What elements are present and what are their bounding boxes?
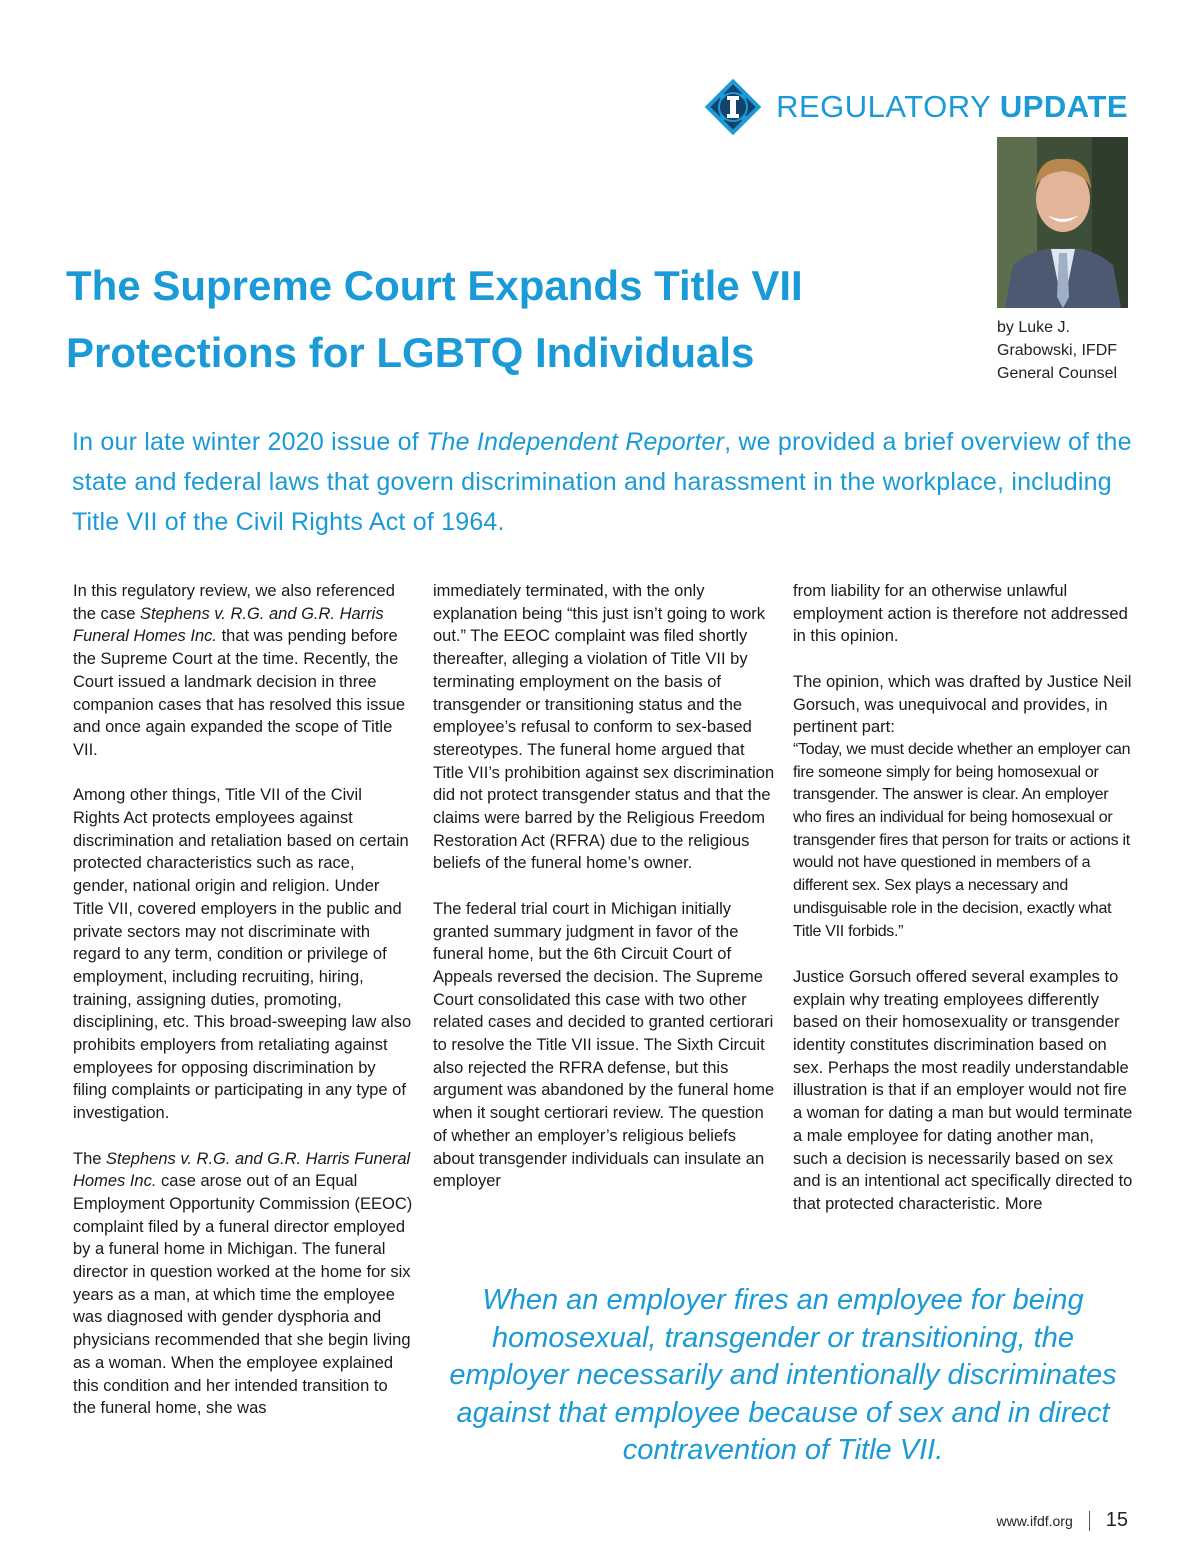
byline-line: Grabowski, IFDF: [997, 342, 1118, 359]
body-paragraph: In this regulatory review, we also referenced the case Stephens v. R.G. and G.R. Harris Funeral Homes Inc. that was pending before the Supreme Court at the time. Recently, the Court issued a landmark decision in three companion cases that has resolved this issue and once again expanded the scope of Title VII.: [73, 582, 406, 759]
body-paragraph: from liability for an otherwise unlawful employment action is therefore not addressed in this opinion.: [793, 582, 1128, 646]
body-paragraph: The Stephens v. R.G. and G.R. Harris Funeral Homes Inc. case arose out of an Equal Employment Opportunity Commission (EEOC) complaint filed by a funeral director employed by a funeral home in Michigan. The funeral director in question worked at the home for six years as a man, at which time the employee was diagnosed with gender dysphoria and physicians recommended that she begin living as a woman. When the employee explained this condition and her intended transition to the funeral home, she was: [73, 1149, 413, 1418]
body-column-2: [433, 580, 775, 1216]
publication-name: The Independent Reporter: [426, 428, 725, 456]
byline-line: General Counsel: [997, 365, 1118, 382]
section-header: [700, 72, 1128, 142]
footer-url: www.ifdf.org: [996, 1512, 1073, 1529]
ifdf-logo-icon: [700, 74, 766, 140]
intro-paragraph: In our late winter 2020 issue of The Independent Reporter, we provided a brief overview of the state and federal laws that govern discrimination and harassment in the workplace, including Title VII of the Civil Rights Act of 1964.: [72, 428, 1132, 536]
body-paragraph: Justice Gorsuch offered several examples to explain why treating employees differently based on their homosexuality or transgender identity constitutes discrimination based on sex. Perhaps the most readily understandable illustration is that if an employer would not fire a woman for dating a man but would terminate a male employee for dating another man, such a decision is necessarily based on sex and is an intentional act specifically directed to that protected characteristic. More: [793, 967, 1133, 1213]
article-title: [66, 252, 966, 386]
body-paragraph: Among other things, Title VII of the Civil Rights Act protects employees against discrimination and retaliation based on certain protected characteristics such as race, gender, national origin and religion. Under Title VII, covered employers in the public and private sectors may not discriminate with regard to any term, condition or privilege of employment, including recruiting, hiring, training, assigning duties, promoting, disciplining, etc. This broad-sweeping law also prohibits employers from retaliating against employees for opposing discrimination by filing complaints or participating in any type of investigation.: [73, 786, 412, 1123]
title-line: The Supreme Court Expands Title VII: [66, 262, 803, 309]
page-footer: [997, 1509, 1129, 1532]
block-quote: “Today, we must decide whether an employer can fire someone simply for being homosexual or transgender. The answer is clear. An employer who fires an individual for being homosexual or transgender fires that person for traits or actions it would not have questioned in members of a different sex. Sex plays a necessary and undisguisable role in the decision, exactly what Title VII forbids.”: [793, 740, 1131, 940]
section-title: REGULATORY UPDATE: [776, 89, 1128, 124]
footer-divider: [1089, 1511, 1090, 1531]
body-column-1: [73, 580, 413, 1443]
body-paragraph: immediately terminated, with the only explanation being “this just isn’t going to work out.” The EEOC complaint was filed shortly thereafter, alleging a violation of Title VII by terminating employment on the basis of transgender or transitioning status and the employee’s refusal to conform to sex-based stereotypes. The funeral home argued that Title VII’s prohibition against sex discrimination did not protect transgender status and that the claims were barred by the Religious Freedom Restoration Act (RFRA) due to the religious beliefs of the funeral home’s owner.: [433, 582, 775, 873]
author-photo: [997, 137, 1128, 308]
body-column-3: [793, 580, 1133, 1238]
body-paragraph: The opinion, which was drafted by Justice Neil Gorsuch, was unequivocal and provides, in pertinent part:: [793, 672, 1132, 737]
title-line: Protections for LGBTQ Individuals: [66, 329, 755, 376]
author-byline: [997, 316, 1137, 385]
body-paragraph: The federal trial court in Michigan initially granted summary judgment in favor of the funeral home, but the 6th Circuit Court of Appeals reversed the decision. The Supreme Court consolidated this case with two other related cases and decided to granted certiorari to resolve the Title VII issue. The Sixth Circuit also rejected the RFRA defense, but this argument was abandoned by the funeral home when it sought certiorari review. The question of whether an employer’s religious beliefs about transgender individuals can insulate an employer: [433, 899, 775, 1191]
pull-quote: When an employer fires an employee for being homosexual, transgender or transitioning, the employer necessarily and intentionally discriminates against that employee because of sex and in direct contravention of Title VII.: [449, 1284, 1117, 1466]
byline-line: by Luke J.: [997, 319, 1070, 336]
page-number: 15: [1105, 1509, 1128, 1531]
case-name: Stephens v. R.G. and G.R. Harris Funeral Homes Inc.: [73, 604, 384, 646]
case-name: Stephens v. R.G. and G.R. Harris Funeral Homes Inc.: [73, 1149, 411, 1191]
